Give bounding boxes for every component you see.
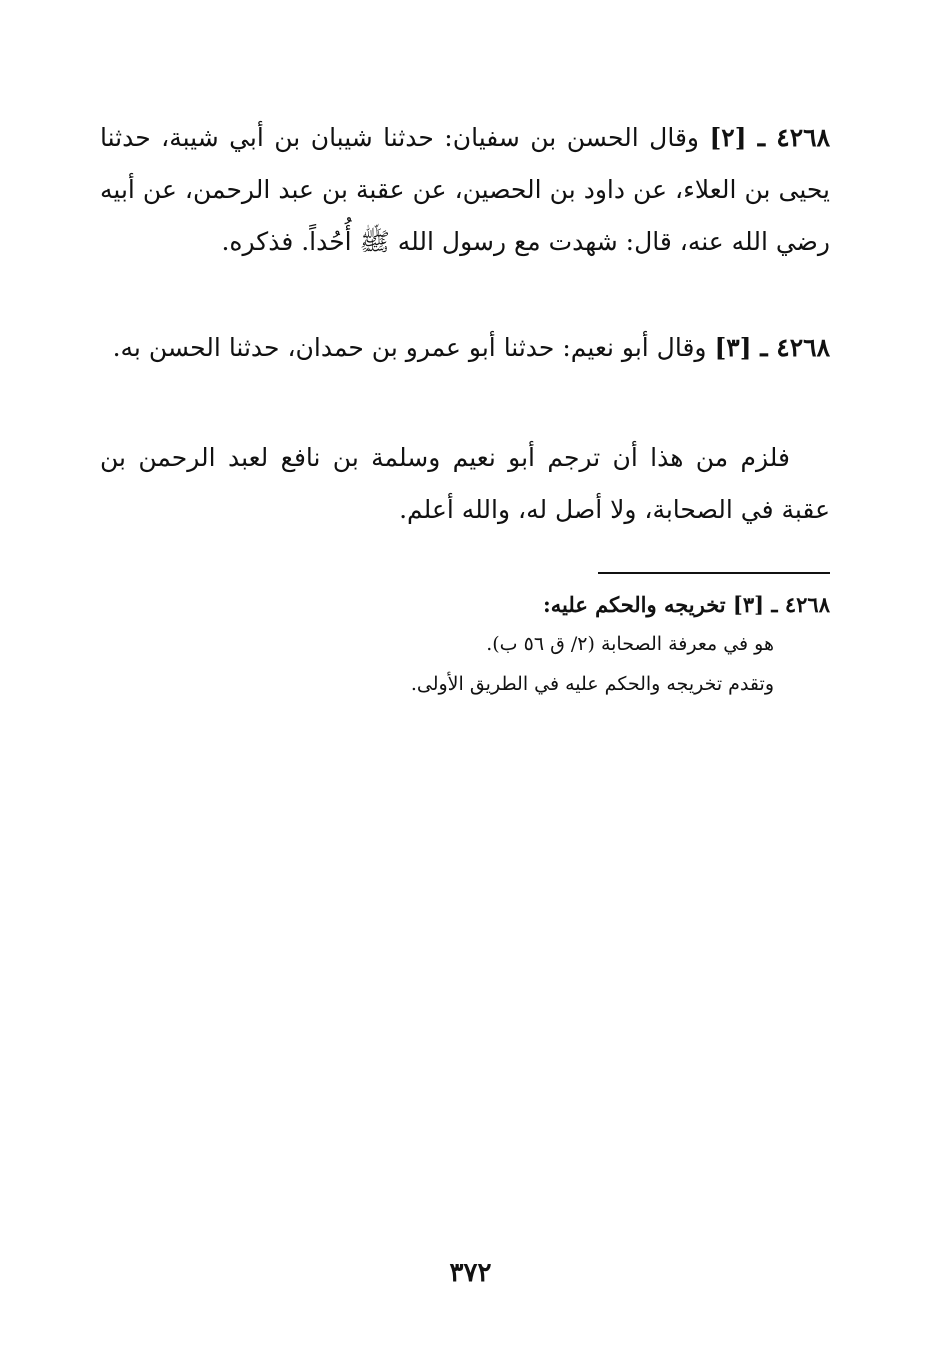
footnote-line: هو في معرفة الصحابة (٢/ ق ٥٦ ب).	[486, 633, 774, 655]
page-number: ٣٧٢	[449, 1258, 492, 1288]
footnote-divider	[598, 572, 830, 574]
paragraph-hadith-3	[100, 322, 830, 374]
hadith-ref: ٤٢٦٨ ـ [٢]	[709, 123, 831, 152]
footnote-line: وتقدم تخريجه والحكم عليه في الطريق الأولى.	[410, 673, 774, 695]
footnote-heading: ٤٢٦٨ ـ [٣] تخريجه والحكم عليه:	[543, 592, 830, 617]
paragraph-text: وقال أبو نعيم: حدثنا أبو عمرو بن حمدان، حدثنا الحسن به.	[112, 333, 707, 362]
paragraph-hadith-2	[100, 112, 830, 268]
paragraph-conclusion	[100, 432, 830, 536]
hadith-ref: ٤٢٦٨ ـ [٣]	[714, 333, 830, 362]
footnotes	[340, 586, 830, 704]
paragraph-text: فلزم من هذا أن ترجم أبو نعيم وسلمة بن نافع لعبد الرحمن بن عقبة في الصحابة، ولا أصل له، والله أعلم.	[100, 443, 830, 524]
paragraph-text: وقال الحسن بن سفيان: حدثنا شيبان بن أبي شيبة، حدثنا يحيى بن العلاء، عن داود بن الحصين، عن عقبة بن عبد الرحمن، عن أبيه رضي الله عنه، قال: شهدت مع رسول الله ﷺ أُحُداً. فذكره.	[100, 123, 830, 256]
